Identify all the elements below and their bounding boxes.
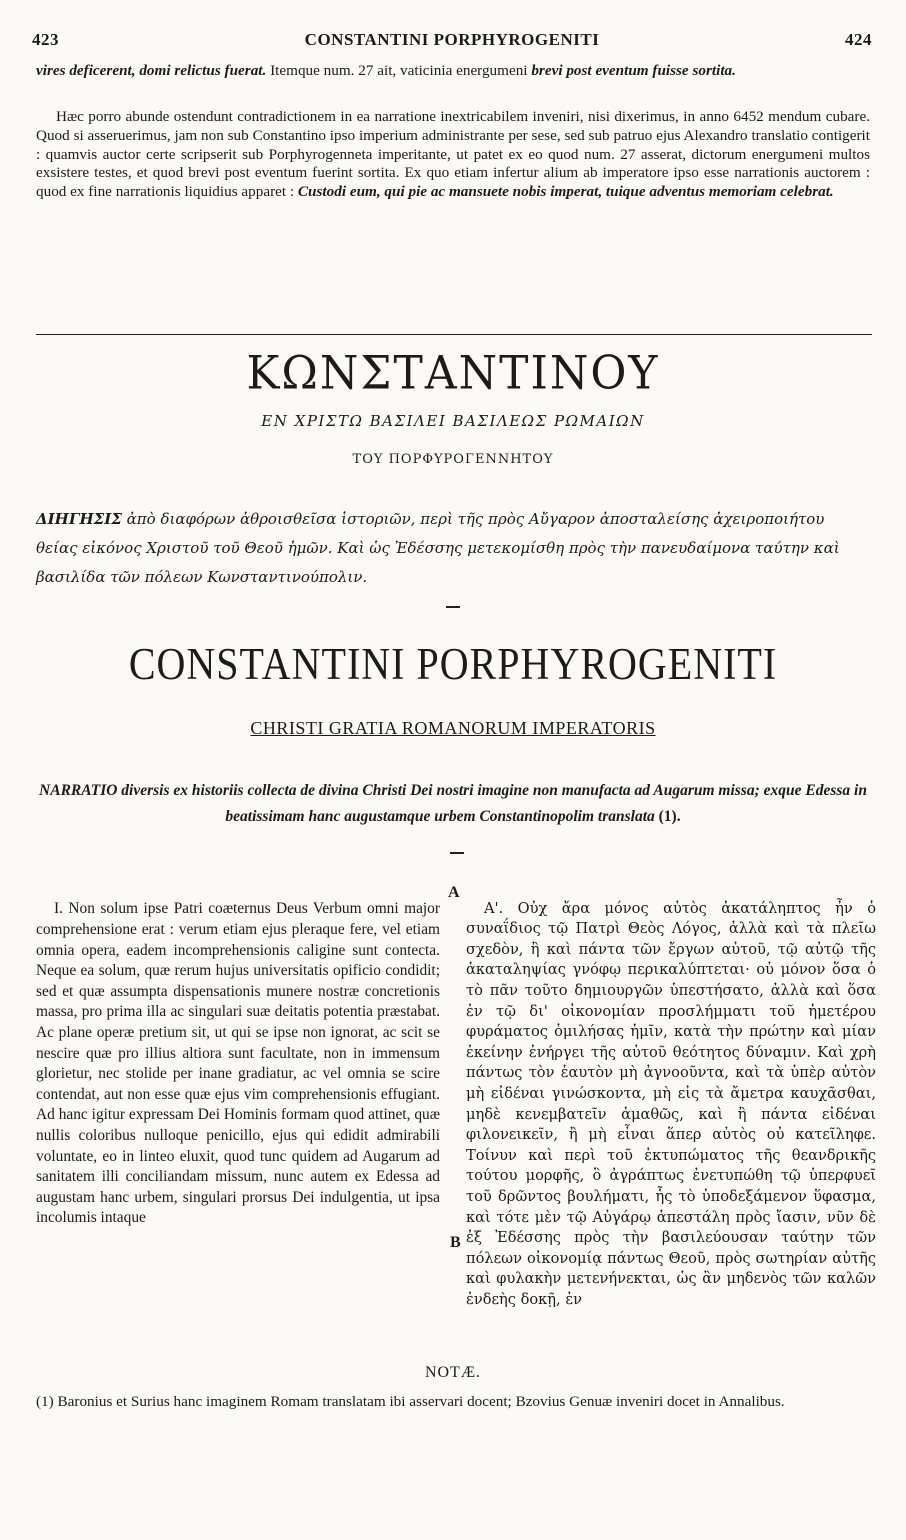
running-header	[32, 30, 872, 54]
latin-column-text: Non solum ipse Patri coæternus Deus Verbum omni major comprehensione erat : verum etiam ejus pleraque fere, vel etiam omnia opera, eadem incomprehensionis caligine sunt contecta. Neque ea solum, quæ rerum hujus universitatis opificio condidit; sed et quæ assumpta dispensationis munere nostræ concretionis massa, pro prima illa ac singulari suæ deitatis potentia præstabat. Ac plane operæ pretium sit, ut qui se ipse non ignorat, ac scit se nescire quæ pro illius altiora sunt facultate, non in immensum glorietur, nec stolide per inane gradiatur, ac vel omnia se scire contendat, aut non esse quæ ejus vim comprehensionis effugiant. Ad hanc igitur expressam Dei Hominis formam quod attinet, quæ nullis coloribus nulloque penicillo, ejus qui edidit admirabili voluntate, eo in linteo eluxit, quod tunc quidem ad Augarum ad sanitatem illi conciliandam missum, nunc autem ex Edessa ad augustam hanc urbem, singulari prorsus Dei indulgentia, ut ipsa incolumis intaque	[36, 900, 440, 1227]
greek-narration-text: ἀπὸ διαφόρων ἀθροισθεῖσα ἱστοριῶν, περὶ τῆς πρὸς Αὔγαρον ἀποσταλείσης ἀχειροποιήτου θείας εἰκόνος Χριστοῦ τοῦ Θεοῦ ἡμῶν. Καὶ ὡς Ἐδέσσης μετεκομίσθη πρὸς τὴν πανευδαίμονα ταύτην καὶ βασιλίδα τῶν πόλεων Κωνσταντινούπολιν.	[36, 510, 840, 586]
greek-narration	[36, 505, 870, 592]
footnote-text: Baronius et Surius hanc imaginem Romam translatam ibi asservari docent; Bzovius Genuæ inveniri docet in Annalibus.	[53, 1393, 785, 1410]
latin-narration-lead: NARRATIO	[39, 781, 118, 799]
latin-narration	[36, 778, 870, 830]
margin-marker-a: A	[448, 884, 460, 901]
latin-section-number: I.	[54, 900, 63, 918]
margin-marker-b: B	[450, 1234, 461, 1251]
footnote-ref: (1)	[36, 1393, 54, 1410]
latin-column	[36, 899, 440, 1229]
notes-heading: NOTÆ.	[424, 1364, 482, 1381]
latin-subtitle: CHRISTI GRATIA ROMANORUM IMPERATORIS	[250, 718, 656, 738]
latin-title: CONSTANTINI PORPHYROGENITI	[128, 637, 778, 690]
greek-column-text: Οὐχ ἄρα μόνος αὐτὸς ἀκατάληπτος ἦν ὁ συναΐδιος τῷ Πατρὶ Θεὸς Λόγος, ἀλλὰ καὶ τὰ πλεῖω σχεδὸν, ἢ καὶ πάντα τῶν ἔργων αὐτοῦ, τῷ αὐτῷ τῆς ἀκαταληψίας γνόφῳ περικαλύπτεται· οὐ μόνον ὅσα ὁ τὸ πᾶν τοῦτο δημιουργῶν ὑπεστήσατο, ἀλλὰ καὶ ὅσα ἐν τῷ δι' οἰκονομίαν προσλήμματι τοῦ ἡμετέρου φυράματος ὁμιλήσας ἡμῖν, κατὰ τὴν πρώτην καὶ μίαν ἐκείνην ἐνήργει τῆς αὐτοῦ θεότητος δύναμιν. Καὶ χρὴ πάντως τὸν ἑαυτὸν μὴ ἀγνοοῦντα, καὶ τὰ ὑπὲρ αὐτὸν μὴ εἰδέναι γινώσκοντα, μὴ εἰς τὰ ἄμετρα καυχᾶσθαι, μηδὲ κενεμβατεῖν ἀμαθῶς, καὶ ἢ πάντα εἰδέναι φιλονεικεῖν, ἢ μὴ εἶναι ἅπερ αὐτὸς οὐ κατεῖληφε. Τοίνυν καὶ περὶ τοῦ ἐκτυπώματος τῆς θεανδρικῆς τούτου μορφῆς, ὃ ἀγράπτως ἐνετυπώθη τῷ ὑπερφυεῖ τοῦ δρῶντος βουλήματι, ἧς τὸ ὑποδεξάμενον ὕφασμα, καὶ τότε μὲν τῷ Αὐγάρῳ ἀπεστάλη πρὸς ἴασιν, νῦν δὲ ἐξ Ἐδέσσης πρὸς τὴν βασιλεύουσαν ταύτην τῶν πόλεων οἰκονομίᾳ πάντως Θεοῦ, πρὸς σωτηρίαν αὐτῆς καὶ φυλακὴν μετενήνεκται, ὡς ἂν μηδενὸς τῶν καλῶν ἐνδεὴς δοκῇ, ἐν	[466, 899, 876, 1308]
intro-text-2: Hæc porro abunde ostendunt contradictionem in ea narratione inextricabilem inveniri, nisi dixerimus, in anno 6452 mendum cubare. Quod si asseruerimus, jam non sub Constantino ipso imperium administrante per sese, sed sub patruo ejus Alexandro translatio contigerit : quamvis auctor certe scripserit sub Porphyrogenneta imperitante, ut patet ex eo quod num. 27 asserat, dictorum energumeni multos exsistere testes, et quod brevi post eventum fuerint sortita. Ex quo etiam infertur alium ab imperatore ipso esse narrationis auctorem : quod ex fine narrationis liquidius apparet :	[36, 108, 870, 201]
greek-subtitle: ΕΝ ΧΡΙΣΤΩ ΒΑΣΙΛΕΙ ΒΑΣΙΛΕΩΣ ΡΩΜΑΙΩΝ	[261, 412, 645, 430]
intro-paragraph-2	[36, 108, 870, 202]
intro-paragraph-1	[36, 62, 870, 81]
greek-column	[466, 899, 876, 1311]
intro-text-1: Itemque num. 27 ait, vaticinia energumeni	[266, 62, 532, 79]
greek-subtitle-2: ΤΟΥ ΠΟΡΦΥΡΟΓΕΝΝΗΤΟΥ	[352, 452, 554, 467]
greek-narration-lead: ΔΙΗΓΗΣΙΣ	[36, 510, 122, 528]
intro-italic-1: vires deficerent, domi relictus fuerat.	[36, 62, 267, 79]
intro-italic-3: Custodi eum, qui pie ac mansuete nobis imperat, tuique adventus memoriam celebrat.	[297, 183, 834, 201]
dash-divider-2	[450, 852, 464, 854]
greek-section-number: Α'.	[484, 899, 504, 917]
running-title: CONSTANTINI PORPHYROGENITI	[304, 30, 600, 49]
footnote	[36, 1392, 870, 1411]
latin-narration-ref: (1).	[654, 807, 681, 825]
intro-italic-2: brevi post eventum fuisse sortita.	[531, 62, 736, 79]
section-divider	[36, 334, 872, 335]
latin-narration-text: diversis ex historiis collecta de divina Christi Dei nostri imagine non manufacta ad Augarum missa; exque Edessa in beatissimam hanc augustamque urbem Constantinopolim translata	[117, 781, 867, 825]
dash-divider-1	[446, 606, 460, 608]
page-number-right: 424	[845, 30, 872, 49]
page-number-left: 423	[32, 30, 59, 49]
greek-title: ΚΩΝΣΤΑΝΤΙΝΟΥ	[246, 346, 660, 401]
